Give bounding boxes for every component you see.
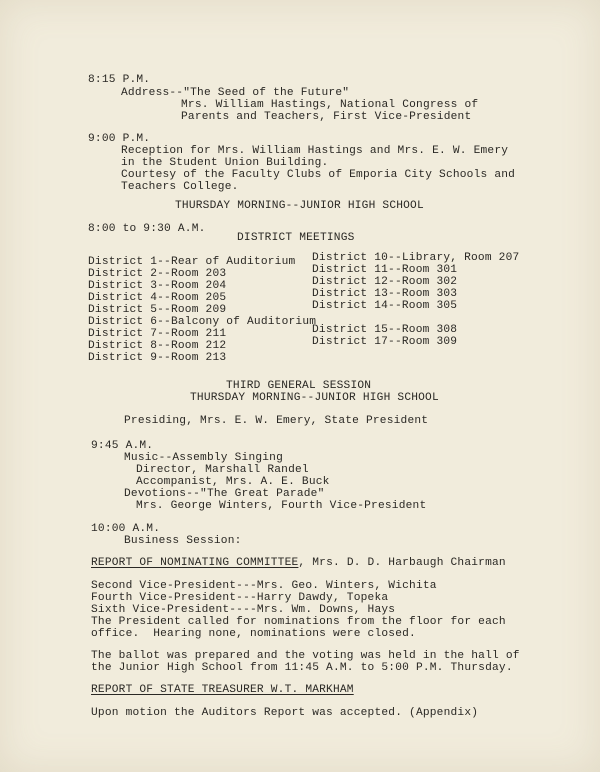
music-line: Music--Assembly Singing	[124, 452, 284, 464]
nominee-line-2: Fourth Vice-President---Harry Dawdy, Topeka	[91, 592, 389, 604]
time-1000: 10:00 A.M.	[91, 523, 161, 535]
reception-line-2: in the Student Union Building.	[121, 157, 329, 169]
devotions-speaker-line: Mrs. George Winters, Fourth Vice-President	[136, 500, 427, 512]
district-left-2: District 2--Room 203	[88, 268, 227, 280]
third-session-title: THIRD GENERAL SESSION	[226, 380, 372, 392]
reception-line-1: Reception for Mrs. William Hastings and Mrs. E. W. Emery	[121, 145, 509, 157]
time-945: 9:45 A.M.	[91, 440, 154, 452]
nomination-note-2: office. Hearing none, nominations were closed.	[91, 628, 416, 640]
nominee-line-1: Second Vice-President---Mrs. Geo. Winters, Wichita	[91, 580, 437, 592]
treasurer-heading: REPORT OF STATE TREASURER W.T. MARKHAM	[91, 684, 354, 696]
treasurer-motion: Upon motion the Auditors Report was accepted. (Appendix)	[91, 707, 479, 719]
time-815: 8:15 P.M.	[88, 74, 151, 86]
address-line: Address--"The Seed of the Future"	[121, 87, 350, 99]
director-line: Director, Marshall Randel	[136, 464, 309, 476]
district-left-3: District 3--Room 204	[88, 280, 227, 292]
thursday-heading: THURSDAY MORNING--JUNIOR HIGH SCHOOL	[175, 200, 424, 212]
nominating-chair: , Mrs. D. D. Harbaugh Chairman	[298, 557, 506, 569]
district-left-6: District 6--Balcony of Auditorium	[88, 316, 317, 328]
nominating-heading: REPORT OF NOMINATING COMMITTEE	[91, 557, 299, 569]
district-left-4: District 4--Room 205	[88, 292, 227, 304]
ballot-line-1: The ballot was prepared and the voting was held in the hall of	[91, 650, 520, 662]
district-left-1: District 1--Rear of Auditorium	[88, 256, 296, 268]
third-session-subtitle: THURSDAY MORNING--JUNIOR HIGH SCHOOL	[190, 392, 439, 404]
district-left-5: District 5--Room 209	[88, 304, 227, 316]
reception-line-3: Courtesy of the Faculty Clubs of Emporia City Schools and	[121, 169, 516, 181]
nomination-note-1: The President called for nominations from the floor for each	[91, 616, 506, 628]
district-time: 8:00 to 9:30 A.M.	[88, 223, 206, 235]
district-left-7: District 7--Room 211	[88, 328, 227, 340]
presiding-line: Presiding, Mrs. E. W. Emery, State President	[124, 415, 429, 427]
district-right-17: District 17--Room 309	[312, 336, 458, 348]
reception-line-4: Teachers College.	[121, 181, 239, 193]
business-session-label: Business Session:	[124, 535, 242, 547]
district-left-8: District 8--Room 212	[88, 340, 227, 352]
district-right-11: District 11--Room 301	[312, 264, 458, 276]
district-right-10: District 10--Library, Room 207	[312, 252, 520, 264]
speaker-line: Mrs. William Hastings, National Congress of	[181, 99, 479, 111]
district-right-15: District 15--Room 308	[312, 324, 458, 336]
district-right-12: District 12--Room 302	[312, 276, 458, 288]
time-900: 9:00 P.M.	[88, 133, 151, 145]
accompanist-line: Accompanist, Mrs. A. E. Buck	[136, 476, 330, 488]
district-right-13: District 13--Room 303	[312, 288, 458, 300]
district-left-9: District 9--Room 213	[88, 352, 227, 364]
nominee-line-3: Sixth Vice-President----Mrs. Wm. Downs, Hays	[91, 604, 396, 616]
district-heading: DISTRICT MEETINGS	[237, 232, 355, 244]
devotions-line: Devotions--"The Great Parade"	[124, 488, 325, 500]
nominating-heading-line	[91, 557, 506, 569]
ballot-line-2: the Junior High School from 11:45 A.M. to 5:00 P.M. Thursday.	[91, 662, 513, 674]
speaker-role-line: Parents and Teachers, First Vice-President	[181, 111, 472, 123]
district-right-14: District 14--Room 305	[312, 300, 458, 312]
